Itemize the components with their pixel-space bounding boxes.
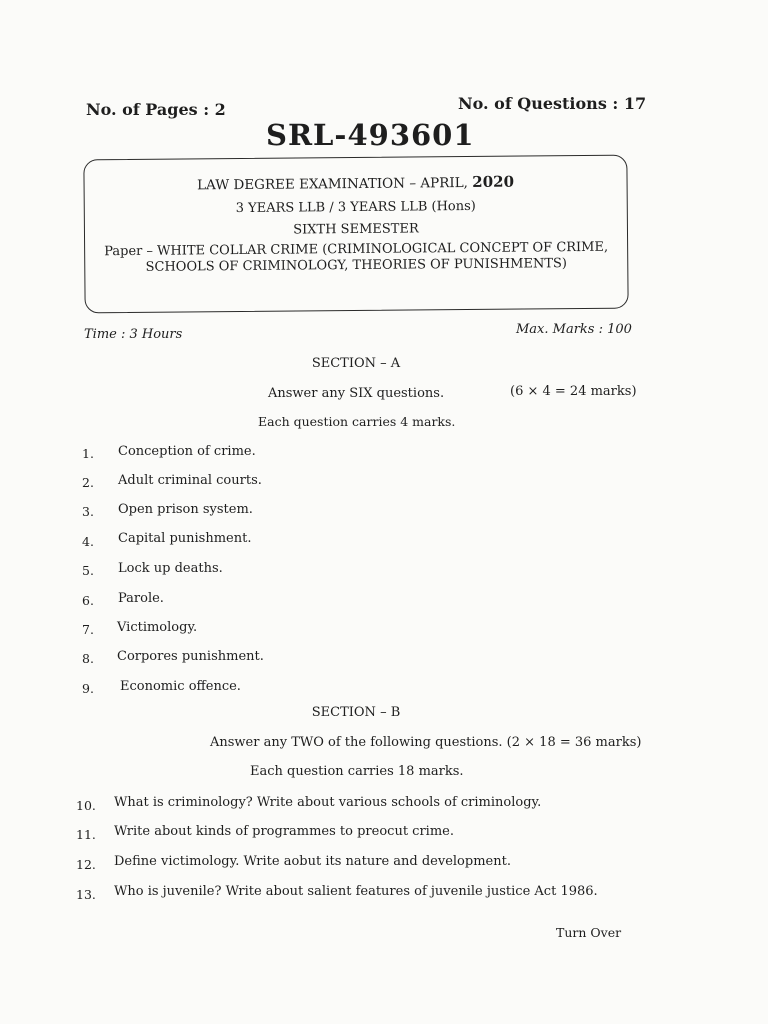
question-text: Parole. xyxy=(118,591,164,606)
paper-title-line-2: SCHOOLS OF CRIMINOLOGY, THEORIES OF PUNISHMENTS) xyxy=(145,256,568,275)
paper-title-line-1: Paper – WHITE COLLAR CRIME (CRIMINOLOGICAL CONCEPT OF CRIME, xyxy=(104,239,609,260)
question-number: 13. xyxy=(76,887,96,902)
section-b-instruction: Answer any TWO of the following questions. (2 × 18 = 36 marks) xyxy=(210,735,642,750)
question-text: Define victimology. Write aobut its nature and development. xyxy=(114,854,511,869)
question-number: 11. xyxy=(76,827,96,842)
number-of-pages: No. of Pages : 2 xyxy=(86,100,226,119)
question-text: Lock up deaths. xyxy=(118,561,223,576)
section-a-carries: Each question carries 4 marks. xyxy=(258,414,456,429)
section-b-title: SECTION – B xyxy=(311,705,401,720)
time-allowed: Time : 3 Hours xyxy=(84,327,183,342)
exam-title xyxy=(84,172,626,195)
question-number: 12. xyxy=(76,857,96,872)
paper-code: SRL-493601 xyxy=(266,118,475,152)
max-marks: Max. Marks : 100 xyxy=(516,322,632,337)
question-number: 6. xyxy=(82,593,94,608)
question-text: Capital punishment. xyxy=(118,531,252,546)
question-text: Adult criminal courts. xyxy=(118,473,262,488)
question-text: What is criminology? Write about various schools of criminology. xyxy=(114,795,542,810)
section-b-carries: Each question carries 18 marks. xyxy=(250,764,464,779)
exam-details-box xyxy=(83,155,628,314)
question-text: Victimology. xyxy=(117,620,198,635)
number-of-questions: No. of Questions : 17 xyxy=(458,94,647,113)
exam-year: 2020 xyxy=(472,172,515,191)
question-text: Economic offence. xyxy=(120,679,241,694)
question-number: 7. xyxy=(82,622,94,637)
question-number: 2. xyxy=(82,475,94,490)
question-number: 8. xyxy=(82,651,94,666)
question-number: 3. xyxy=(82,504,94,519)
question-text: Who is juvenile? Write about salient features of juvenile justice Act 1986. xyxy=(114,884,598,899)
question-text: Corpores punishment. xyxy=(117,649,264,664)
section-a-marks: (6 × 4 = 24 marks) xyxy=(510,384,637,399)
section-a-instruction: Answer any SIX questions. xyxy=(268,386,445,401)
question-text: Open prison system. xyxy=(118,502,253,517)
semester: SIXTH SEMESTER xyxy=(293,221,419,238)
question-number: 5. xyxy=(82,563,94,578)
exam-title-text: LAW DEGREE EXAMINATION – APRIL, xyxy=(197,174,473,194)
course-name: 3 YEARS LLB / 3 YEARS LLB (Hons) xyxy=(235,198,476,217)
question-text: Write about kinds of programmes to preocut crime. xyxy=(114,824,454,839)
question-number: 1. xyxy=(82,446,94,461)
question-number: 4. xyxy=(82,534,94,549)
question-number: 10. xyxy=(76,798,96,813)
question-text: Conception of crime. xyxy=(118,444,256,459)
turn-over-note: Turn Over xyxy=(556,925,622,940)
question-number: 9. xyxy=(82,681,94,696)
section-a-title: SECTION – A xyxy=(311,356,401,371)
